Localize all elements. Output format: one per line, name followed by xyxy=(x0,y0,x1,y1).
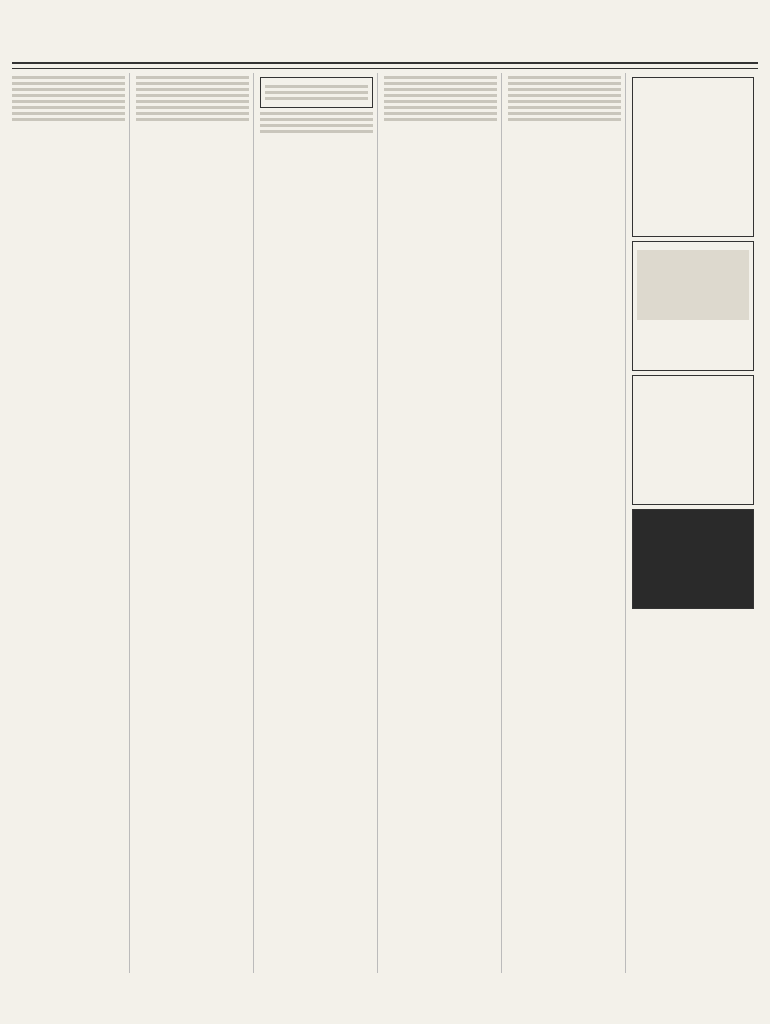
ad-illustration xyxy=(637,250,749,320)
columns xyxy=(12,73,758,973)
boxed-feature xyxy=(260,77,373,108)
advertisement xyxy=(632,509,754,609)
dateline xyxy=(12,62,758,69)
advertisement xyxy=(632,241,754,371)
column-4 xyxy=(384,73,502,973)
column-3 xyxy=(260,73,378,973)
ad-column xyxy=(632,73,758,973)
advertisement xyxy=(632,375,754,505)
advertisement xyxy=(632,77,754,237)
column-2 xyxy=(136,73,254,973)
column-5 xyxy=(508,73,626,973)
column-1 xyxy=(12,73,130,973)
